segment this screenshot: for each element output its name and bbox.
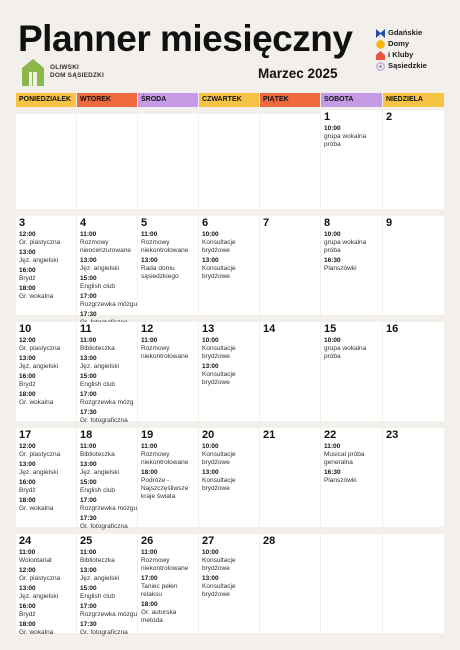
event-name: Gr. autorska	[141, 609, 177, 616]
event-time: 13:00	[80, 567, 97, 574]
event-time: 11:00	[80, 549, 97, 556]
event-item	[19, 497, 75, 513]
event-time: 10:00	[202, 549, 219, 556]
event-item	[324, 443, 381, 467]
event-item	[19, 443, 75, 459]
event-time: 16:00	[19, 603, 36, 610]
calendar-cell-empty	[260, 114, 320, 209]
event-time: 13:00	[202, 469, 219, 476]
event-name: Konsultacje	[202, 451, 236, 458]
event-time: 17:30	[80, 409, 97, 416]
event-name: grupa wokalna	[324, 239, 367, 246]
calendar-day-cell	[383, 110, 444, 209]
event-time: 12:00	[19, 231, 36, 238]
event-name: Rozgrzewka mózgu	[80, 611, 138, 618]
event-item	[80, 337, 136, 353]
day-number: 24	[19, 535, 32, 547]
calendar-day-cell	[199, 322, 259, 421]
event-time: 11:00	[324, 443, 341, 450]
event-name: Jęz. angielski	[80, 363, 120, 370]
event-name: Gr. fotograficzna	[80, 523, 128, 530]
event-name: English club	[80, 487, 116, 494]
event-item	[141, 549, 197, 573]
weekday-header: ŚRODA	[138, 93, 198, 107]
event-item	[80, 293, 136, 309]
weekday-header: SOBOTA	[321, 93, 382, 107]
event-name: brydżowe	[202, 591, 230, 598]
day-number: 22	[324, 429, 337, 441]
calendar-day-cell	[77, 428, 138, 530]
event-time: 18:00	[19, 497, 36, 504]
event-name: Najszczęśliwsze	[141, 485, 189, 492]
event-time: 11:00	[80, 231, 97, 238]
event-name: brydżowe	[202, 485, 230, 492]
event-time: 15:00	[80, 479, 97, 486]
yellow-dot-icon	[376, 40, 385, 49]
day-number: 9	[386, 217, 393, 229]
calendar-day-cell	[77, 534, 138, 636]
event-name: Gr. wokalna	[19, 629, 54, 636]
day-number: 19	[141, 429, 154, 441]
calendar-day-cell	[260, 534, 320, 633]
calendar-day-cell	[383, 216, 444, 315]
event-time: 10:00	[202, 337, 219, 344]
event-item	[19, 231, 75, 247]
event-name: Rozmowy	[141, 345, 170, 352]
event-name: Rozgrzewka mózgu	[80, 505, 138, 512]
event-item	[19, 603, 75, 619]
logo-text-1: Gdańskie	[388, 28, 423, 37]
event-item	[324, 337, 381, 361]
calendar-cell-empty	[138, 114, 198, 209]
day-number: 10	[19, 323, 32, 335]
day-number: 16	[386, 323, 399, 335]
event-item	[19, 373, 75, 389]
day-number: 8	[324, 217, 331, 229]
logo-row-4	[376, 61, 460, 72]
event-time: 12:00	[19, 443, 36, 450]
day-number: 6	[202, 217, 209, 229]
calendar-day-cell	[383, 322, 444, 421]
day-number: 1	[324, 111, 331, 123]
event-name: brydżowe	[202, 353, 230, 360]
event-time: 12:00	[19, 337, 36, 344]
calendar-day-cell	[321, 534, 382, 633]
event-name: Gr. plastyczna	[19, 345, 61, 352]
day-number: 21	[263, 429, 276, 441]
event-name: Wolontariat	[19, 557, 52, 564]
event-time: 16:00	[19, 479, 36, 486]
calendar-day-cell	[321, 216, 382, 315]
event-name: Konsultacje	[202, 371, 236, 378]
calendar-day-cell	[77, 322, 137, 424]
event-name: Konsultacje	[202, 265, 236, 272]
event-time: 17:00	[80, 603, 97, 610]
calendar-day-cell	[321, 110, 382, 209]
event-item	[80, 275, 136, 291]
logo-line-2: DOM SĄSIEDZKI	[50, 72, 105, 79]
calendar-day-cell	[77, 216, 138, 318]
logo-row-2	[376, 39, 460, 50]
event-name: nieocenzurowane	[80, 247, 131, 254]
event-item	[80, 621, 136, 637]
event-name: Jęz. angielski	[19, 257, 59, 264]
event-time: 10:00	[324, 231, 341, 238]
event-name: Konsultacje	[202, 239, 236, 246]
event-name: niekontrolowane	[141, 565, 189, 572]
calendar-day-cell	[260, 322, 320, 421]
event-item	[141, 575, 197, 599]
event-name: Gr. plastyczna	[19, 575, 61, 582]
day-number: 4	[80, 217, 87, 229]
event-name: Rada domu	[141, 265, 175, 272]
event-time: 16:00	[19, 267, 36, 274]
event-name: brydżowe	[202, 379, 230, 386]
event-name: kraje świata	[141, 493, 176, 500]
event-name: Rozmowy	[80, 239, 109, 246]
event-name: niekontrolowane	[141, 247, 189, 254]
event-time: 18:00	[19, 621, 36, 628]
event-time: 13:00	[202, 363, 219, 370]
logo-text-3: i Kluby	[388, 50, 414, 59]
event-name: Brydż	[19, 275, 36, 282]
logo-line-1: OLIWSKI	[50, 64, 80, 71]
event-item	[80, 515, 136, 531]
event-item	[19, 549, 75, 565]
logo-row-1	[376, 28, 460, 39]
calendar-day-cell	[383, 428, 444, 527]
event-item	[202, 231, 258, 255]
event-item	[80, 443, 136, 459]
gdanskie-domy-logo	[376, 28, 460, 74]
event-item	[202, 549, 258, 573]
event-name: English club	[80, 283, 116, 290]
event-name: Jęz. angielski	[19, 469, 59, 476]
event-name: Gr. wokalna	[19, 293, 54, 300]
weekday-header: NIEDZIELA	[383, 93, 444, 107]
event-name: Jęz. angielski	[80, 469, 120, 476]
event-time: 17:00	[80, 391, 97, 398]
event-item	[19, 621, 75, 637]
event-name: English club	[80, 593, 116, 600]
day-number: 17	[19, 429, 32, 441]
calendar-day-cell	[199, 216, 259, 315]
event-name: Podróże -	[141, 477, 170, 484]
day-number: 23	[386, 429, 399, 441]
event-item	[19, 479, 75, 495]
event-item	[324, 257, 381, 273]
event-name: Brydż	[19, 381, 36, 388]
event-item	[141, 337, 197, 361]
calendar-day-cell	[138, 216, 198, 315]
day-number: 20	[202, 429, 215, 441]
event-item	[80, 479, 136, 495]
day-number: 11	[80, 323, 92, 335]
event-name: próba	[324, 247, 341, 254]
event-item	[80, 549, 136, 565]
day-number: 5	[141, 217, 148, 229]
event-time: 18:00	[141, 469, 158, 476]
calendar-day-cell	[199, 428, 259, 527]
event-time: 11:00	[80, 337, 97, 344]
event-name: Brydż	[19, 487, 36, 494]
event-name: Konsultacje	[202, 477, 236, 484]
event-item	[19, 461, 75, 477]
event-name: Biblioteczka	[80, 557, 115, 564]
event-name: brydżowe	[202, 247, 230, 254]
event-item	[324, 231, 381, 255]
event-time: 11:00	[141, 231, 158, 238]
event-item	[141, 601, 197, 625]
event-item	[80, 373, 136, 389]
event-time: 16:30	[324, 257, 341, 264]
event-item	[141, 231, 197, 255]
logo-text-2: Domy	[388, 39, 410, 48]
event-item	[19, 585, 75, 601]
event-name: Rozmowy	[141, 557, 170, 564]
event-name: Gr. wokalna	[19, 399, 54, 406]
event-time: 11:00	[19, 549, 36, 556]
event-item	[19, 391, 75, 407]
event-item	[202, 575, 258, 599]
event-name: Planszówki	[324, 265, 357, 272]
event-item	[324, 125, 381, 149]
event-item	[80, 355, 136, 371]
calendar-day-cell	[16, 428, 76, 527]
event-time: 10:00	[202, 443, 219, 450]
calendar-day-cell	[16, 322, 76, 421]
event-item	[19, 249, 75, 265]
day-number: 28	[263, 535, 276, 547]
event-item	[80, 585, 136, 601]
event-time: 10:00	[202, 231, 219, 238]
event-name: Biblioteczka	[80, 451, 115, 458]
event-name: próba	[324, 141, 341, 148]
oliwski-dom-sasiedzki-logo	[21, 57, 141, 87]
calendar-day-cell	[16, 216, 76, 315]
calendar-day-cell	[260, 428, 320, 527]
day-number: 12	[141, 323, 154, 335]
event-name: grupa wokalna	[324, 133, 367, 140]
calendar-day-cell	[138, 322, 198, 421]
day-number: 25	[80, 535, 93, 547]
event-name: Gr. wokalna	[19, 505, 54, 512]
event-name: Gr. plastyczna	[19, 451, 61, 458]
event-time: 11:00	[141, 549, 158, 556]
house-logo-icon	[21, 57, 45, 87]
event-item	[80, 497, 136, 513]
event-name: brydżowe	[202, 459, 230, 466]
logo-text-4: Sąsiedzkie	[388, 61, 427, 70]
event-item	[80, 231, 136, 255]
event-item	[19, 567, 75, 583]
event-time: 18:00	[19, 285, 36, 292]
event-name: Taniec pełen	[141, 583, 178, 590]
event-time: 11:00	[80, 443, 97, 450]
event-item	[80, 409, 136, 425]
event-name: Biblioteczka	[80, 345, 115, 352]
event-time: 16:30	[324, 469, 341, 476]
event-time: 17:00	[80, 293, 97, 300]
event-time: 18:00	[19, 391, 36, 398]
day-number: 27	[202, 535, 215, 547]
calendar-cell-empty	[199, 114, 259, 209]
red-house-icon	[376, 51, 385, 60]
event-name: niekontrolowane	[141, 353, 189, 360]
event-time: 17:30	[80, 311, 97, 318]
weekday-header: PONIEDZIAŁEK	[16, 93, 76, 107]
event-time: 17:30	[80, 621, 97, 628]
event-name: Rozmowy	[141, 239, 170, 246]
event-item	[141, 443, 197, 467]
event-time: 15:00	[80, 373, 97, 380]
event-item	[202, 469, 258, 493]
event-name: Gr. plastyczna	[19, 239, 61, 246]
event-name: Jęz. angielski	[19, 363, 59, 370]
event-time: 11:00	[141, 443, 158, 450]
page-title: Planner miesięczny	[18, 18, 353, 59]
event-item	[19, 285, 75, 301]
day-number: 15	[324, 323, 337, 335]
event-name: relaksu	[141, 591, 162, 598]
calendar-cell-empty	[77, 114, 137, 209]
calendar-day-cell	[260, 216, 320, 315]
day-number: 14	[263, 323, 276, 335]
event-name: Konsultacje	[202, 583, 236, 590]
event-item	[202, 363, 258, 387]
calendar-day-cell	[199, 534, 259, 633]
event-name: Konsultacje	[202, 345, 236, 352]
event-time: 10:00	[324, 337, 341, 344]
event-time: 13:00	[19, 585, 36, 592]
event-time: 13:00	[202, 257, 219, 264]
event-name: Rozgrzewka mózg	[80, 399, 134, 406]
event-time: 17:00	[141, 575, 158, 582]
event-time: 13:00	[19, 249, 36, 256]
event-name: grupa wokalna	[324, 345, 367, 352]
event-name: Jęz. angielski	[80, 265, 120, 272]
event-name: brydżowe	[202, 273, 230, 280]
event-item	[141, 257, 197, 281]
calendar-day-cell	[16, 534, 76, 636]
event-name: English club	[80, 381, 116, 388]
event-item	[324, 469, 381, 485]
event-item	[80, 461, 136, 477]
day-number: 2	[386, 111, 393, 123]
event-name: metoda	[141, 617, 163, 624]
event-name: Musical próba	[324, 451, 365, 458]
event-time: 13:00	[80, 461, 97, 468]
event-name: Gr. fotograficzna	[80, 417, 128, 424]
event-time: 17:00	[80, 497, 97, 504]
event-name: próba	[324, 353, 341, 360]
day-number: 13	[202, 323, 215, 335]
weekday-header: WTOREK	[77, 93, 137, 107]
event-time: 13:00	[19, 461, 36, 468]
calendar-grid	[16, 110, 444, 650]
event-item	[80, 391, 136, 407]
weekday-header: CZWARTEK	[199, 93, 259, 107]
event-time: 17:30	[80, 515, 97, 522]
event-time: 11:00	[141, 337, 158, 344]
event-time: 13:00	[202, 575, 219, 582]
month-label: Marzec 2025	[258, 66, 338, 81]
weekday-header: PIĄTEK	[260, 93, 320, 107]
purple-circles-icon	[376, 62, 385, 71]
event-name: Jęz. angielski	[19, 593, 59, 600]
calendar-cell-empty	[16, 114, 76, 209]
event-time: 13:00	[80, 355, 97, 362]
event-item	[19, 355, 75, 371]
event-time: 12:00	[19, 567, 36, 574]
day-number: 18	[80, 429, 93, 441]
calendar-day-cell	[138, 428, 198, 527]
calendar-day-cell	[138, 534, 198, 633]
event-time: 10:00	[324, 125, 341, 132]
event-name: Rozmowy	[141, 451, 170, 458]
event-item	[202, 443, 258, 467]
event-time: 13:00	[19, 355, 36, 362]
event-name: brydżowe	[202, 565, 230, 572]
event-name: Konsultacje	[202, 557, 236, 564]
calendar-day-cell	[383, 534, 444, 633]
event-name: Planszówki	[324, 477, 357, 484]
logo-row-3	[376, 50, 460, 61]
event-time: 13:00	[141, 257, 158, 264]
event-item	[80, 567, 136, 583]
event-time: 15:00	[80, 275, 97, 282]
event-item	[141, 469, 197, 501]
event-time: 18:00	[141, 601, 158, 608]
calendar-day-cell	[321, 428, 382, 527]
event-name: Jęz. angielski	[80, 575, 120, 582]
day-number: 3	[19, 217, 26, 229]
event-item	[202, 337, 258, 361]
event-time: 15:00	[80, 585, 97, 592]
event-name: sąsiedzkiego	[141, 273, 179, 280]
event-name: Gr. fotograficzna	[80, 629, 128, 636]
calendar-day-cell	[321, 322, 382, 421]
blue-bowtie-icon	[376, 29, 385, 38]
event-item	[202, 257, 258, 281]
event-item	[80, 257, 136, 273]
day-number: 7	[263, 217, 270, 229]
weekday-header-row	[16, 93, 444, 107]
event-time: 16:00	[19, 373, 36, 380]
event-name: niekontrolowane	[141, 459, 189, 466]
event-item	[80, 603, 136, 619]
event-name: Brydż	[19, 611, 36, 618]
event-item	[19, 267, 75, 283]
event-name: generalna	[324, 459, 353, 466]
event-name: Rozgrzewka mózgu	[80, 301, 138, 308]
event-time: 13:00	[80, 257, 97, 264]
day-number: 26	[141, 535, 154, 547]
event-item	[19, 337, 75, 353]
